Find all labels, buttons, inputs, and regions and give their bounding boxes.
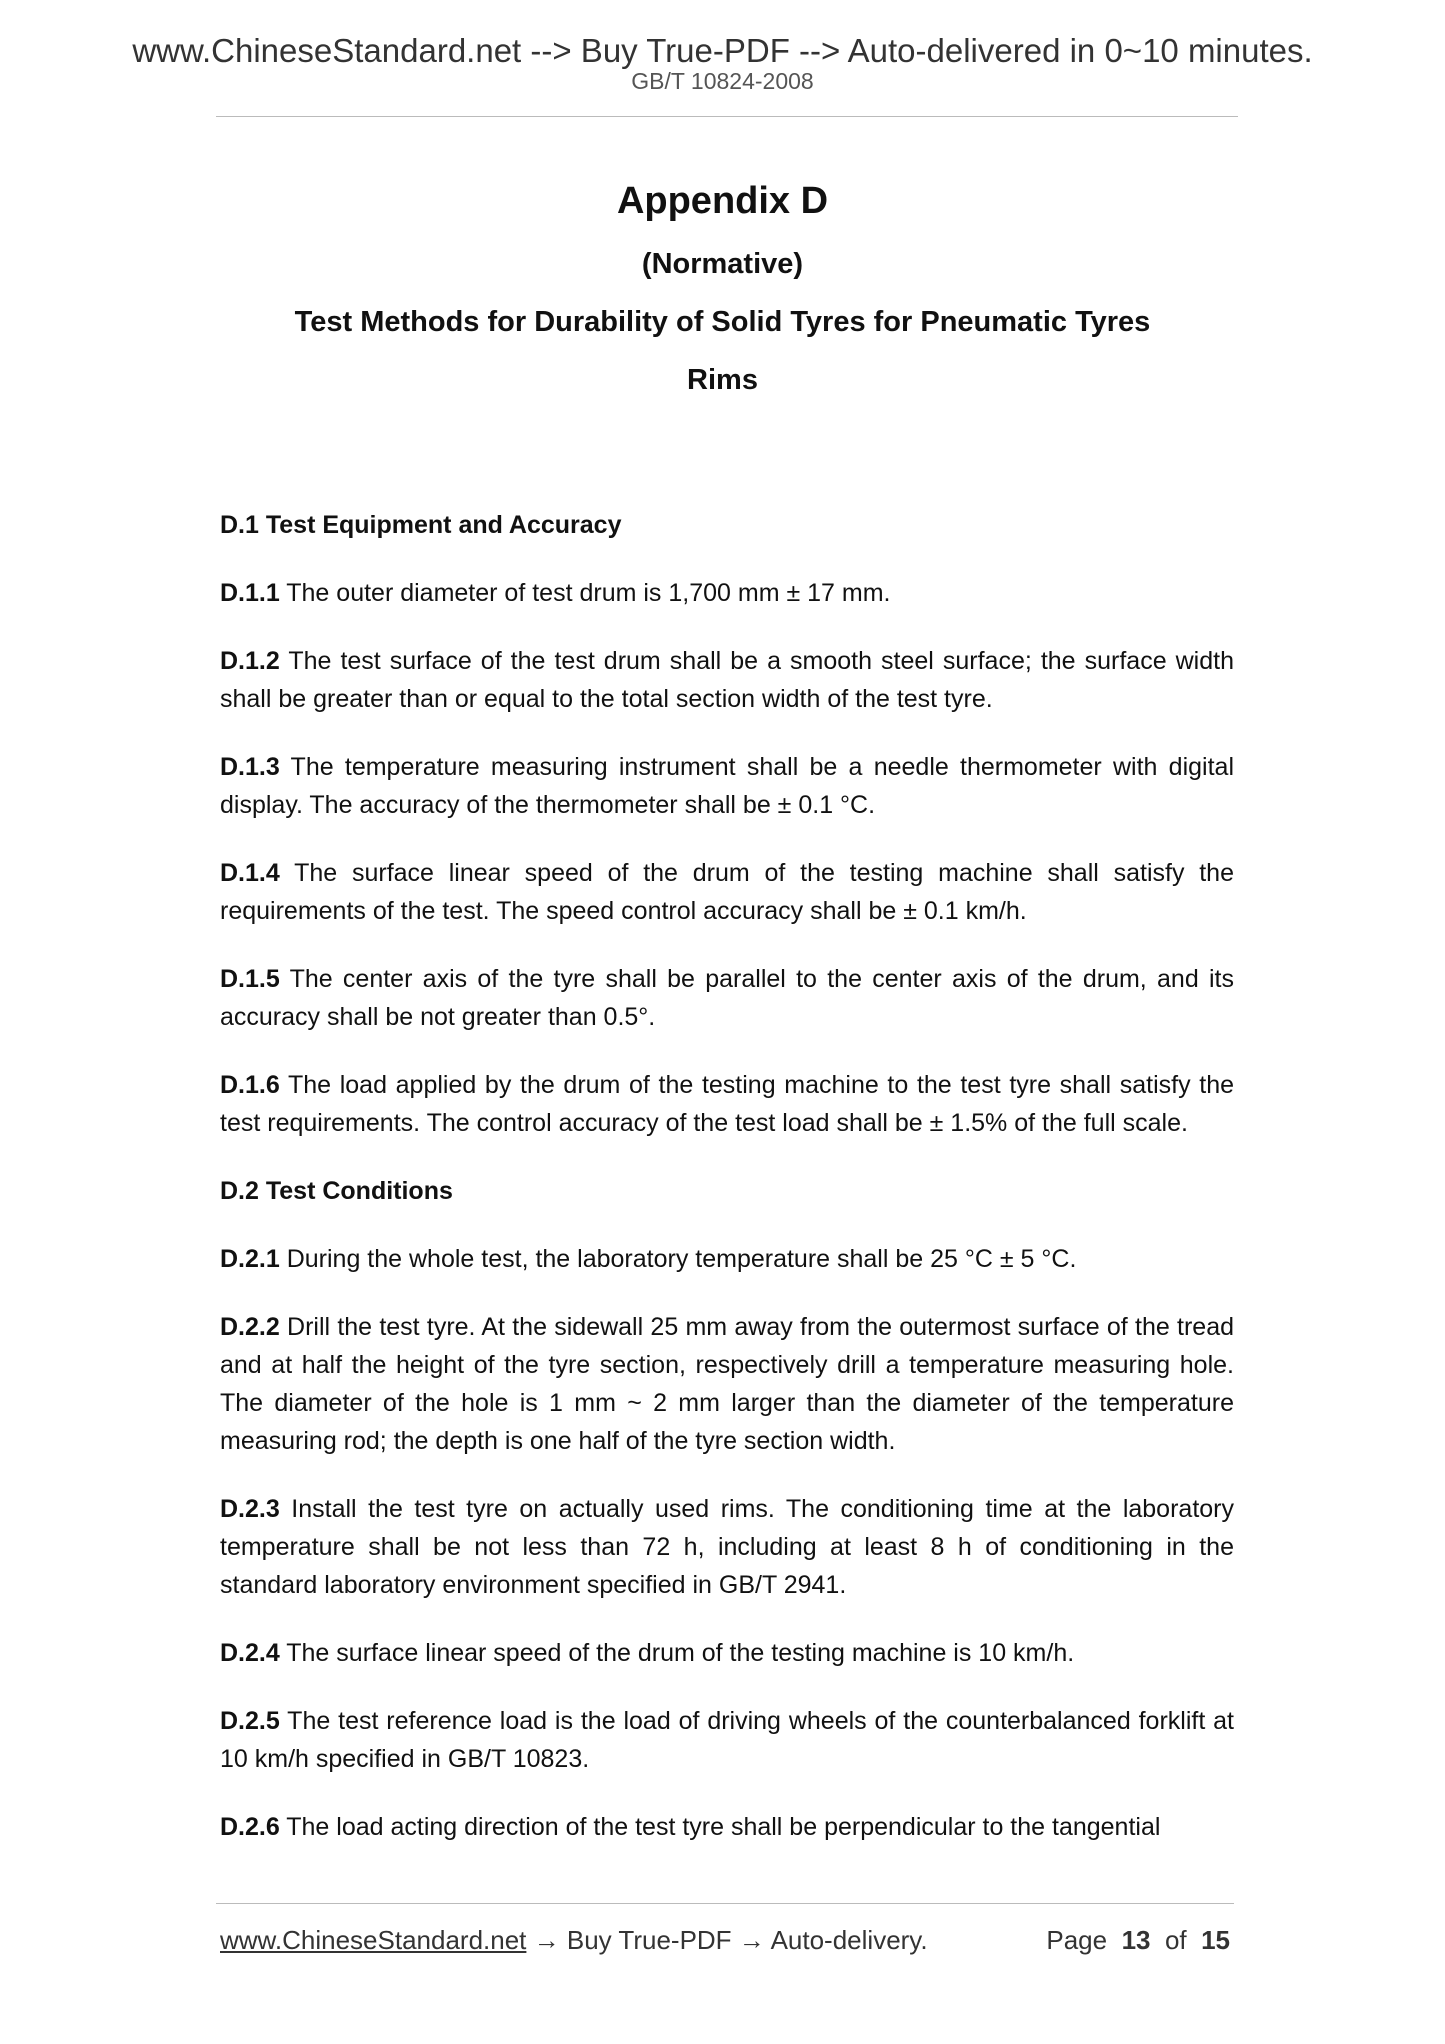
document-body bbox=[220, 506, 1234, 1876]
clause bbox=[220, 1808, 1234, 1846]
clause bbox=[220, 1490, 1234, 1604]
clause-number: D.2.6 bbox=[220, 1813, 280, 1841]
clause-number: D.1.3 bbox=[220, 753, 280, 781]
clause-number: D.1.2 bbox=[220, 647, 280, 675]
section-d2 bbox=[220, 1172, 1234, 1846]
clause-text: The center axis of the tyre shall be parallel to the center axis of the drum, and its accuracy shall be not greater than 0.5°. bbox=[220, 965, 1234, 1031]
appendix-subtitle: Test Methods for Durability of Solid Tyres for Pneumatic Tyres bbox=[294, 306, 1151, 338]
site-banner: www.ChineseStandard.net --> Buy True-PDF --> Auto-delivered in 0~10 minutes. bbox=[132, 32, 1313, 69]
clause-text: The surface linear speed of the drum of the testing machine is 10 km/h. bbox=[279, 1639, 1075, 1667]
clause-text: The temperature measuring instrument shall be a needle thermometer with digital display. The accuracy of the thermometer shall be ± 0.1 °C. bbox=[220, 753, 1234, 819]
clause bbox=[220, 960, 1234, 1036]
clause bbox=[220, 1308, 1234, 1460]
clause-text: The surface linear speed of the drum of the testing machine shall satisfy the requirements of the test. The speed control accuracy shall be ± 0.1 km/h. bbox=[220, 859, 1234, 925]
clause-number: D.1.4 bbox=[220, 859, 280, 887]
appendix-type: (Normative) bbox=[641, 248, 804, 280]
footer-divider bbox=[216, 1903, 1234, 1904]
footer-tagline: → Buy True-PDF → Auto-delivery. bbox=[526, 1925, 928, 1955]
clause-number: D.1.6 bbox=[220, 1071, 280, 1099]
clause-number: D.2.2 bbox=[220, 1313, 280, 1341]
footer-site-link[interactable]: www.ChineseStandard.net bbox=[220, 1925, 527, 1955]
clause-text: The load applied by the drum of the testing machine to the test tyre shall satisfy the test requirements. The control accuracy of the test load shall be ± 1.5% of the full scale. bbox=[220, 1071, 1234, 1137]
section-heading: D.2 Test Conditions bbox=[220, 1177, 453, 1205]
clause bbox=[220, 748, 1234, 824]
of-label: of bbox=[1164, 1925, 1187, 1955]
clause bbox=[220, 854, 1234, 930]
clause-text: Install the test tyre on actually used rims. The conditioning time at the laboratory temperature shall be not less than 72 h, including at least 8 h of conditioning in the standard laboratory environment specified in GB/T 2941. bbox=[220, 1495, 1234, 1599]
section-heading: D.1 Test Equipment and Accuracy bbox=[220, 511, 622, 539]
section-d1 bbox=[220, 506, 1234, 1142]
page-label: Page bbox=[1046, 1925, 1108, 1955]
clause-number: D.2.1 bbox=[220, 1245, 280, 1273]
document-id: GB/T 10824-2008 bbox=[631, 68, 814, 94]
clause-text: During the whole test, the laboratory temperature shall be 25 °C ± 5 °C. bbox=[279, 1245, 1077, 1273]
page-indicator bbox=[1046, 1924, 1230, 1956]
appendix-title: Appendix D bbox=[616, 180, 829, 222]
appendix-subtitle-cont: Rims bbox=[687, 364, 758, 396]
clause bbox=[220, 1240, 1234, 1278]
header-divider bbox=[216, 116, 1238, 117]
clause-text: The load acting direction of the test tyre shall be perpendicular to the tangential bbox=[279, 1813, 1161, 1841]
clause-number: D.2.3 bbox=[220, 1495, 280, 1523]
clause-number: D.2.4 bbox=[220, 1639, 280, 1667]
clause bbox=[220, 1702, 1234, 1778]
clause bbox=[220, 642, 1234, 718]
page-footer bbox=[220, 1924, 1234, 1956]
clause-number: D.1.1 bbox=[220, 579, 280, 607]
page-total: 15 bbox=[1201, 1925, 1230, 1955]
clause-text: The outer diameter of test drum is 1,700 mm ± 17 mm. bbox=[279, 579, 891, 607]
clause-number: D.2.5 bbox=[220, 1707, 280, 1735]
clause-text: The test surface of the test drum shall be a smooth steel surface; the surface width shall be greater than or equal to the total section width of the test tyre. bbox=[220, 647, 1234, 713]
clause-number: D.1.5 bbox=[220, 965, 280, 993]
clause-text: The test reference load is the load of driving wheels of the counterbalanced forklift at 10 km/h specified in GB/T 10823. bbox=[220, 1707, 1234, 1773]
clause bbox=[220, 1634, 1234, 1672]
clause bbox=[220, 1066, 1234, 1142]
clause bbox=[220, 574, 1234, 612]
page-number: 13 bbox=[1121, 1925, 1151, 1955]
clause-text: Drill the test tyre. At the sidewall 25 mm away from the outermost surface of the tread and at half the height of the tyre section, respectively drill a temperature measuring hole. The diameter of the hole is 1 mm ~ 2 mm larger than the diameter of the temperature measuring rod; the depth is one half of the tyre section width. bbox=[220, 1313, 1234, 1455]
